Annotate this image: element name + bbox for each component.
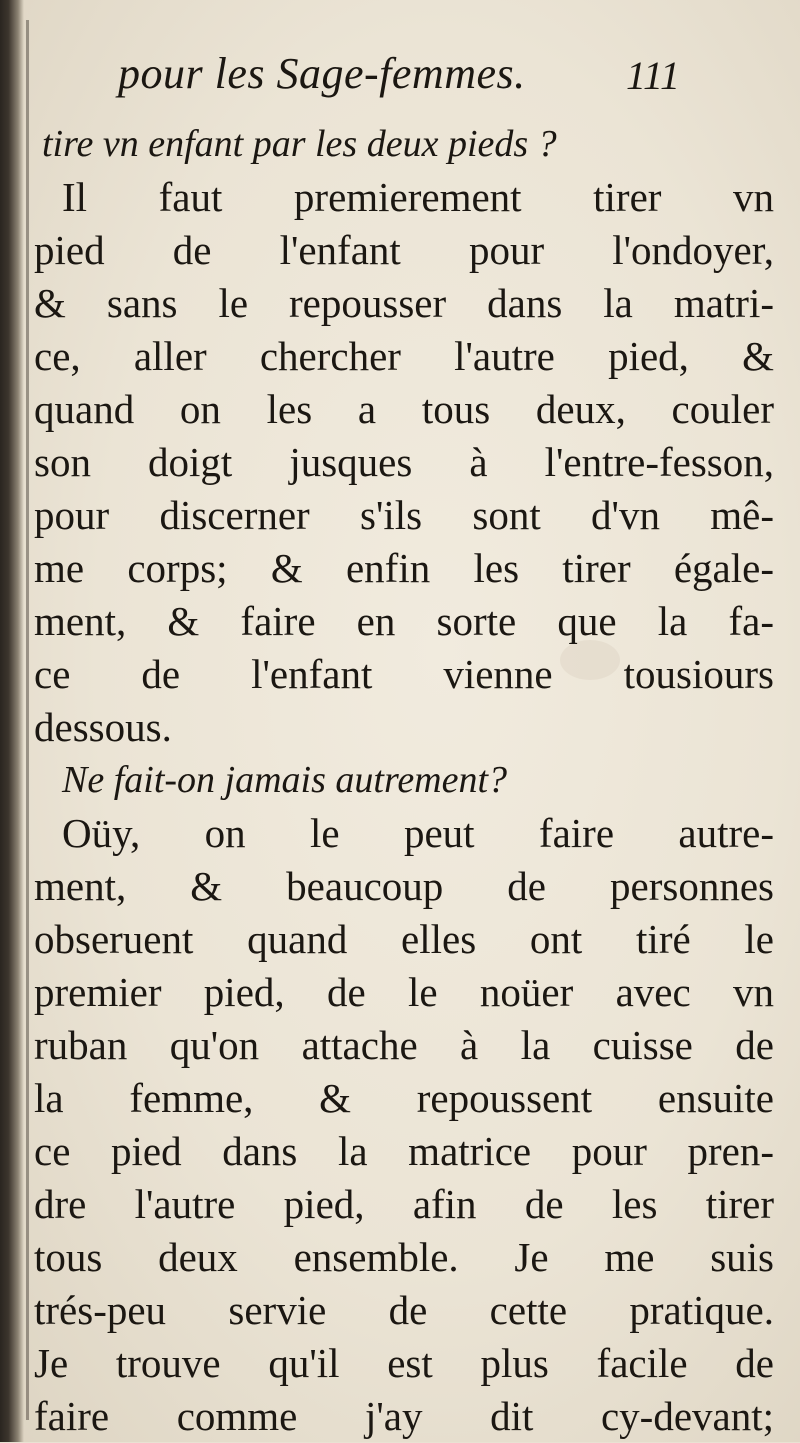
text-line: son doigt jusques à l'entre-fesson, bbox=[34, 439, 774, 485]
body-text bbox=[34, 118, 774, 1443]
text-line: la femme, & repoussent ensuite bbox=[34, 1075, 774, 1121]
text-line: ce, aller chercher l'autre pied, & bbox=[34, 333, 774, 379]
text-line: premier pied, de le noüer avec vn bbox=[34, 969, 774, 1015]
question-heading: Ne fait-on jamais autrement? bbox=[62, 759, 508, 801]
text-line: trés-peu servie de cette pratique. bbox=[34, 1287, 774, 1333]
text-line: ce de l'enfant vienne tousiours bbox=[34, 651, 774, 697]
page-number: 111 bbox=[625, 53, 680, 98]
running-head: pour les Sage-femmes. bbox=[118, 49, 526, 98]
text-line: Il faut premierement tirer vn bbox=[62, 174, 774, 220]
text-line: pour discerner s'ils sont d'vn mê- bbox=[34, 492, 774, 538]
text-line: ment, & faire en sorte que la fa- bbox=[34, 598, 774, 644]
text-line: Je trouve qu'il est plus facile de bbox=[34, 1340, 774, 1386]
text-line: obseruent quand elles ont tiré le bbox=[34, 916, 774, 962]
text-line: dessous. bbox=[34, 704, 172, 750]
page-gutter-shadow bbox=[0, 0, 24, 1442]
page-header bbox=[118, 48, 678, 108]
text-line: ce pied dans la matrice pour pren- bbox=[34, 1128, 774, 1174]
text-line: ment, & beaucoup de personnes bbox=[34, 863, 774, 909]
text-line: tous deux ensemble. Je me suis bbox=[34, 1234, 774, 1280]
text-line: quand on les a tous deux, couler bbox=[34, 386, 774, 432]
text-line: dre l'autre pied, afin de les tirer bbox=[34, 1181, 774, 1227]
text-line: pied de l'enfant pour l'ondoyer, bbox=[34, 227, 774, 273]
text-line: & sans le repousser dans la matri- bbox=[34, 280, 774, 326]
text-line: faire comme j'ay dit cy-devant; bbox=[34, 1393, 774, 1439]
gutter-edge-line bbox=[26, 20, 29, 1420]
question-line: tire vn enfant par les deux pieds ? bbox=[42, 123, 557, 165]
text-line: me corps; & enfin les tirer égale- bbox=[34, 545, 774, 591]
text-line: Oüy, on le peut faire autre- bbox=[62, 810, 774, 856]
text-line: ruban qu'on attache à la cuisse de bbox=[34, 1022, 774, 1068]
